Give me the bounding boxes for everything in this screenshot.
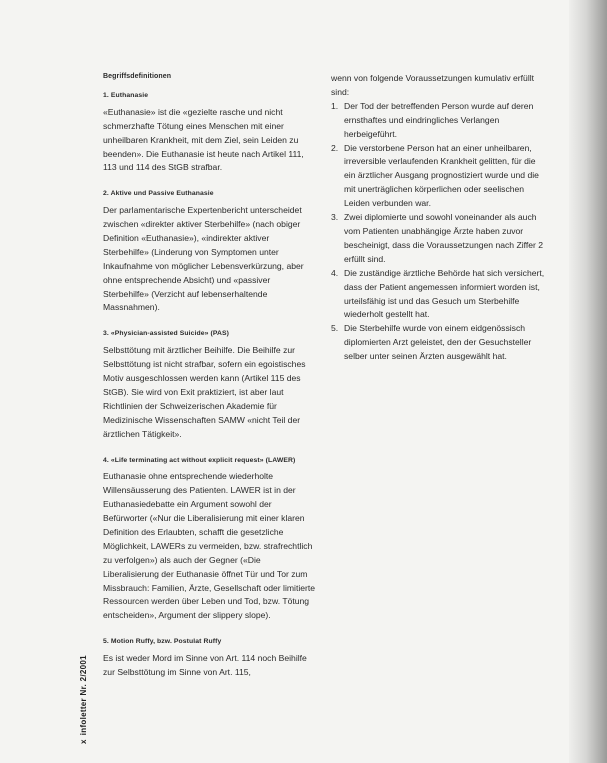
condition-number: 4. — [331, 267, 339, 278]
section-body: Der parlamentarische Expertenbericht unterscheidet zwischen «direkter aktiver Sterbehilfe» (nach obiger Definition «Euthanasie»), «indirekter aktiver Sterbehilfe» (Linderung von Symptomen unter Inkaufnahme von möglicher Lebensverkürzung, aber ohne entsprechende Absicht) und «passiver Sterbehilfe» (Verzicht auf lebenserhaltende Massnahmen). — [103, 205, 304, 313]
left-column — [103, 72, 316, 694]
conditions-list — [331, 100, 547, 364]
condition-number: 1. — [331, 100, 339, 111]
condition-text: Die verstorbene Person hat an einer unheilbaren, irreversible verlaufenden Krankheit gelitten, für die ein ärztlicher Ausgang prognostiziert wurde und die mit unerträglichen körperlichen oder seelischen Leiden verbunden war. — [344, 142, 539, 209]
conditions-intro: wenn von folgende Voraussetzungen kumulativ erfüllt sind: — [331, 73, 535, 97]
section-heading: 2. Aktive und Passive Euthanasie — [103, 190, 214, 198]
section-body: «Euthanasie» ist die «gezielte rasche und nicht schmerzhafte Tötung eines Menschen mit einer unheilbaren Krankheit, mit dem Ziel, sein Leiden zu beenden». Die Euthanasie ist heute nach Artikel 111, 113 und 114 des StGB strafbar. — [103, 106, 304, 173]
condition-number: 3. — [331, 212, 339, 223]
section-heading: 3. «Physician-assisted Suicide» (PAS) — [103, 330, 229, 338]
section-heading: 4. «Life terminating act without explicit request» (LAWER) — [103, 456, 296, 464]
section-heading: 1. Euthanasie — [103, 92, 149, 99]
condition-item — [331, 267, 547, 323]
section-euthanasie — [103, 91, 316, 175]
condition-number: 2. — [331, 142, 339, 153]
condition-item — [331, 100, 547, 142]
condition-number: 5. — [331, 323, 339, 334]
footer-label: infoletter Nr. 2/2001 — [79, 655, 88, 736]
condition-text: Zwei diplomierte und sowohl voneinander als auch vom Patienten unabhängige Ärzte haben zuvor bescheinigt, dass die Voraussetzungen nach Ziffer 2 erfüllt sind. — [344, 212, 544, 264]
section-motion-ruffy — [103, 637, 316, 680]
page-edge-shadow — [569, 0, 607, 763]
section-heading: 5. Motion Ruffy, bzw. Postulat Ruffy — [103, 638, 222, 646]
footer-publication-label — [79, 655, 88, 744]
condition-item — [331, 211, 547, 267]
page-title: Begriffsdefinitionen — [103, 73, 172, 80]
condition-text: Der Tod der betreffenden Person wurde auf deren ernsthaftes und eindringliches Verlangen herbeigeführt. — [344, 100, 534, 139]
section-body: Selbsttötung mit ärztlicher Beihilfe. Die Beihilfe zur Selbsttötung ist nicht strafbar, sofern ein egoistisches Motiv ausgeschlossen werden kann (Artikel 115 des StGB). Sie wird von Exit praktiziert, ist aber laut Richtlinien der Schweizerischen Akademie für Medizinische Wissenschaften SAMW «nicht Teil der ärztlichen Tätigkeit». — [103, 345, 306, 439]
section-aktive-passive — [103, 189, 316, 315]
section-pas — [103, 329, 316, 441]
section-body: Es ist weder Mord im Sinne von Art. 114 noch Beihilfe zur Selbsttötung im Sinne von Art. 115, — [103, 653, 307, 677]
condition-text: Die Sterbehilfe wurde von einem eidgenössisch diplomierten Arzt geleistet, den der Gesuchsteller selber unter seinen Ärzten ausgewählt hat. — [344, 323, 532, 362]
condition-item — [331, 142, 547, 212]
section-lawer — [103, 456, 316, 624]
footer-mark: x — [79, 739, 88, 744]
condition-text: Die zuständige ärztliche Behörde hat sich versichert, dass der Patient angemessen informiert worden ist, urteilsfähig ist und das Gesuch um Sterbehilfe wiederholt gestellt hat. — [344, 267, 545, 320]
condition-item — [331, 322, 547, 364]
section-body: Euthanasie ohne entsprechende wiederholte Willensäusserung des Patienten. LAWER ist in der Euthanasiedebatte ein Argument sowohl der Befürworter («Nur die Liberalisierung mit einer klaren Definition des Erlaubten, schafft die gesetzliche Möglichkeit, LAWERs zu vermeiden, bzw. strafrechtlich zu verfolgen») als auch der Gegner («Die Liberalisierung der Euthanasie öffnet Tür und Tor zum Missbrauch: Familien, Ärzte, Gesellschaft oder limitierte Ressourcen werden über Leben und Tod, bzw. Tötung entscheiden», Argument der slippery slope). — [103, 471, 316, 621]
right-column — [331, 72, 547, 364]
